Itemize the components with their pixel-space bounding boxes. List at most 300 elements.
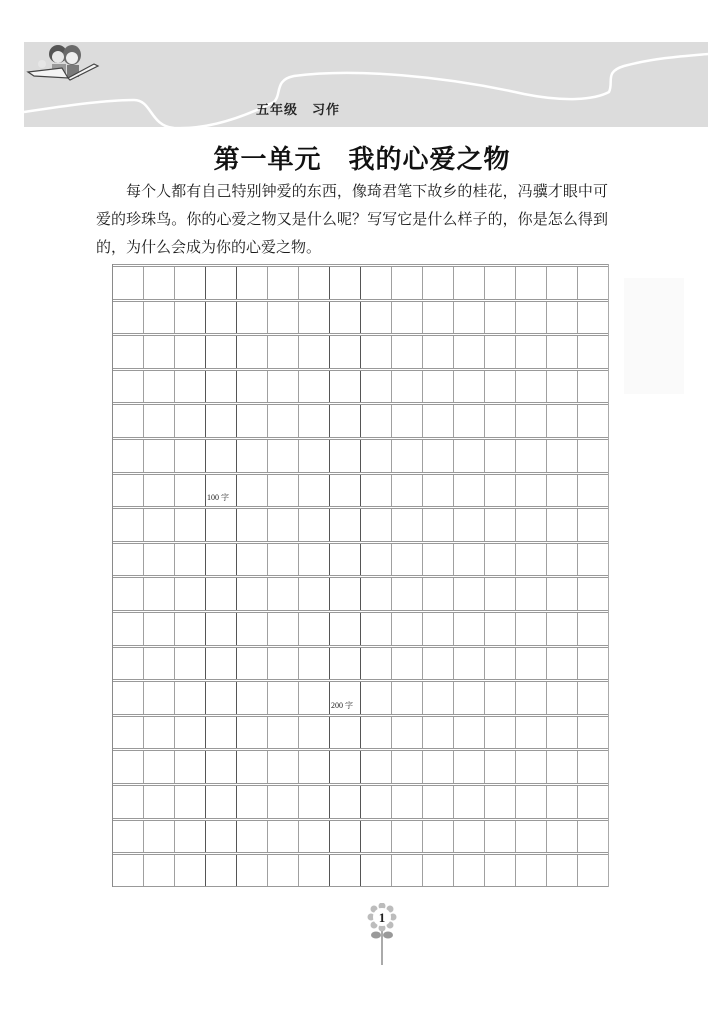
grid-cell[interactable]: [392, 786, 423, 818]
grid-cell[interactable]: [361, 371, 392, 403]
grid-cell[interactable]: [454, 821, 485, 853]
grid-cell[interactable]: [547, 475, 578, 507]
grid-cell[interactable]: [516, 786, 547, 818]
grid-cell[interactable]: [237, 613, 268, 645]
grid-cell[interactable]: [237, 336, 268, 368]
grid-cell[interactable]: [144, 717, 175, 749]
grid-cell[interactable]: [547, 405, 578, 437]
grid-cell[interactable]: [144, 613, 175, 645]
grid-cell[interactable]: [361, 509, 392, 541]
grid-cell[interactable]: [454, 475, 485, 507]
grid-cell[interactable]: [237, 267, 268, 299]
grid-cell[interactable]: [485, 371, 516, 403]
grid-cell[interactable]: [547, 855, 578, 886]
grid-cell[interactable]: [454, 648, 485, 680]
grid-cell[interactable]: [144, 405, 175, 437]
grid-cell[interactable]: [206, 302, 237, 334]
grid-cell[interactable]: [206, 717, 237, 749]
grid-cell[interactable]: [516, 717, 547, 749]
grid-cell[interactable]: [423, 371, 454, 403]
grid-cell[interactable]: [299, 267, 330, 299]
grid-cell[interactable]: [237, 821, 268, 853]
grid-cell[interactable]: [361, 544, 392, 576]
grid-cell[interactable]: [268, 578, 299, 610]
grid-cell[interactable]: [578, 751, 608, 783]
grid-cell[interactable]: [578, 717, 608, 749]
grid-cell[interactable]: [113, 717, 144, 749]
grid-cell[interactable]: [485, 475, 516, 507]
grid-cell[interactable]: [578, 267, 608, 299]
grid-cell[interactable]: [485, 405, 516, 437]
grid-cell[interactable]: [175, 613, 206, 645]
grid-cell[interactable]: [361, 405, 392, 437]
grid-cell[interactable]: [578, 336, 608, 368]
grid-cell[interactable]: [113, 613, 144, 645]
grid-cell[interactable]: [144, 855, 175, 886]
grid-cell[interactable]: [330, 302, 361, 334]
grid-cell[interactable]: [299, 475, 330, 507]
grid-cell[interactable]: [578, 648, 608, 680]
grid-cell[interactable]: [423, 717, 454, 749]
grid-cell[interactable]: [206, 371, 237, 403]
grid-cell[interactable]: [175, 682, 206, 714]
grid-cell[interactable]: [547, 267, 578, 299]
grid-cell[interactable]: [361, 717, 392, 749]
grid-row: [113, 541, 608, 576]
grid-cell[interactable]: [268, 786, 299, 818]
grid-cell[interactable]: [485, 855, 516, 886]
grid-cell[interactable]: [299, 648, 330, 680]
grid-cell[interactable]: [330, 405, 361, 437]
grid-cell[interactable]: [454, 509, 485, 541]
grid-cell[interactable]: [392, 544, 423, 576]
grid-row: [113, 472, 608, 507]
grid-cell[interactable]: [144, 751, 175, 783]
grid-cell[interactable]: [516, 475, 547, 507]
grid-cell[interactable]: [361, 821, 392, 853]
grid-cell[interactable]: [392, 855, 423, 886]
grid-cell[interactable]: [175, 405, 206, 437]
grid-cell[interactable]: [361, 302, 392, 334]
grid-cell[interactable]: [330, 648, 361, 680]
grid-cell[interactable]: [299, 405, 330, 437]
grid-cell[interactable]: [113, 405, 144, 437]
grid-cell[interactable]: [423, 786, 454, 818]
grid-cell[interactable]: [485, 821, 516, 853]
grid-cell[interactable]: [361, 578, 392, 610]
grid-cell[interactable]: [113, 786, 144, 818]
grid-cell[interactable]: [361, 682, 392, 714]
grid-cell[interactable]: [423, 509, 454, 541]
grid-cell[interactable]: [485, 578, 516, 610]
grid-cell[interactable]: [516, 336, 547, 368]
grid-cell[interactable]: [547, 717, 578, 749]
grid-cell[interactable]: [454, 786, 485, 818]
grid-cell[interactable]: [485, 682, 516, 714]
grid-cell[interactable]: [454, 717, 485, 749]
grid-cell[interactable]: [454, 371, 485, 403]
grid-cell[interactable]: [144, 475, 175, 507]
grid-cell[interactable]: [175, 648, 206, 680]
grid-cell[interactable]: [423, 855, 454, 886]
grid-cell[interactable]: [485, 440, 516, 472]
grid-cell[interactable]: [330, 613, 361, 645]
grid-row: [113, 818, 608, 853]
grid-cell[interactable]: [392, 578, 423, 610]
grid-cell[interactable]: [237, 371, 268, 403]
grid-cell[interactable]: [175, 336, 206, 368]
grid-cell[interactable]: [578, 475, 608, 507]
grid-cell[interactable]: [113, 855, 144, 886]
grid-cell[interactable]: [268, 717, 299, 749]
grid-cell[interactable]: [113, 267, 144, 299]
grid-cell[interactable]: [330, 821, 361, 853]
grid-cell[interactable]: [113, 751, 144, 783]
grid-cell[interactable]: [175, 302, 206, 334]
grid-cell[interactable]: [454, 302, 485, 334]
grid-cell[interactable]: [144, 786, 175, 818]
grid-cell[interactable]: [423, 475, 454, 507]
grid-cell[interactable]: [392, 509, 423, 541]
grid-cell[interactable]: [237, 648, 268, 680]
grid-cell[interactable]: [547, 336, 578, 368]
grid-cell[interactable]: [392, 821, 423, 853]
grid-cell[interactable]: [578, 821, 608, 853]
grid-cell[interactable]: [516, 371, 547, 403]
grid-cell[interactable]: [206, 267, 237, 299]
writing-prompt: [96, 177, 608, 261]
grid-cell[interactable]: [113, 544, 144, 576]
grid-cell[interactable]: [547, 302, 578, 334]
grid-cell[interactable]: [175, 786, 206, 818]
grid-cell[interactable]: [206, 855, 237, 886]
grid-cell[interactable]: [516, 578, 547, 610]
grid-cell[interactable]: [361, 751, 392, 783]
grid-cell[interactable]: [237, 682, 268, 714]
grid-cell[interactable]: [361, 786, 392, 818]
grid-cell[interactable]: [392, 717, 423, 749]
grid-cell[interactable]: [547, 786, 578, 818]
grid-cell[interactable]: [454, 682, 485, 714]
grid-cell[interactable]: [578, 786, 608, 818]
grid-cell[interactable]: [392, 371, 423, 403]
grid-cell[interactable]: [299, 544, 330, 576]
grid-cell[interactable]: [237, 717, 268, 749]
grid-cell[interactable]: [237, 751, 268, 783]
grid-cell[interactable]: [516, 855, 547, 886]
grid-cell[interactable]: [330, 440, 361, 472]
grid-cell[interactable]: [485, 786, 516, 818]
grid-cell[interactable]: [361, 267, 392, 299]
grid-cell[interactable]: [206, 544, 237, 576]
grid-cell[interactable]: [330, 371, 361, 403]
grid-cell[interactable]: [578, 544, 608, 576]
grid-cell[interactable]: [206, 786, 237, 818]
grid-cell[interactable]: [144, 821, 175, 853]
grid-cell[interactable]: [516, 544, 547, 576]
grid-cell[interactable]: [144, 267, 175, 299]
grid-cell[interactable]: [547, 578, 578, 610]
grid-cell[interactable]: [392, 682, 423, 714]
grid-cell[interactable]: [113, 371, 144, 403]
grid-row: [113, 299, 608, 334]
grid-cell[interactable]: [206, 578, 237, 610]
grid-cell[interactable]: [113, 336, 144, 368]
grid-cell[interactable]: [175, 475, 206, 507]
grid-cell[interactable]: [578, 682, 608, 714]
grid-cell[interactable]: [237, 855, 268, 886]
grid-cell[interactable]: [423, 267, 454, 299]
grid-cell[interactable]: [454, 405, 485, 437]
grid-cell[interactable]: [299, 302, 330, 334]
grid-cell[interactable]: [454, 267, 485, 299]
grid-cell[interactable]: [485, 613, 516, 645]
grid-cell[interactable]: [299, 821, 330, 853]
grid-cell[interactable]: [206, 509, 237, 541]
grid-cell[interactable]: [330, 578, 361, 610]
grid-cell[interactable]: [268, 267, 299, 299]
grid-cell[interactable]: [268, 371, 299, 403]
grid-cell[interactable]: [392, 613, 423, 645]
grid-cell[interactable]: [113, 821, 144, 853]
grid-cell[interactable]: [330, 475, 361, 507]
grid-cell[interactable]: [268, 440, 299, 472]
grid-cell[interactable]: [361, 648, 392, 680]
grid-cell[interactable]: [578, 613, 608, 645]
grid-cell[interactable]: [268, 682, 299, 714]
grid-cell[interactable]: [175, 267, 206, 299]
grid-cell[interactable]: [454, 751, 485, 783]
grid-cell[interactable]: [578, 440, 608, 472]
grid-cell[interactable]: [113, 475, 144, 507]
grid-cell[interactable]: [578, 302, 608, 334]
grid-cell[interactable]: [330, 544, 361, 576]
grid-cell[interactable]: [547, 613, 578, 645]
grid-cell[interactable]: [144, 509, 175, 541]
grid-cell[interactable]: [206, 336, 237, 368]
grid-cell[interactable]: [299, 682, 330, 714]
grid-cell[interactable]: [392, 751, 423, 783]
grid-cell[interactable]: [299, 336, 330, 368]
grid-cell[interactable]: [423, 648, 454, 680]
grid-cell[interactable]: [392, 405, 423, 437]
grid-cell[interactable]: [299, 717, 330, 749]
grid-cell[interactable]: [175, 440, 206, 472]
grid-cell[interactable]: [485, 648, 516, 680]
grid-row: [113, 437, 608, 472]
grid-cell[interactable]: [175, 821, 206, 853]
grid-cell[interactable]: [299, 613, 330, 645]
grid-cell[interactable]: [206, 440, 237, 472]
grid-cell[interactable]: [175, 578, 206, 610]
grid-cell[interactable]: [144, 544, 175, 576]
grid-cell[interactable]: [299, 855, 330, 886]
grid-cell[interactable]: [330, 509, 361, 541]
grid-row: [113, 506, 608, 541]
grid-cell[interactable]: [423, 302, 454, 334]
grid-cell[interactable]: [144, 578, 175, 610]
grid-cell[interactable]: [547, 751, 578, 783]
grid-cell[interactable]: [299, 440, 330, 472]
grid-cell[interactable]: [547, 544, 578, 576]
grid-cell[interactable]: [175, 855, 206, 886]
grid-cell[interactable]: [175, 751, 206, 783]
grid-cell[interactable]: [516, 821, 547, 853]
grid-cell[interactable]: [423, 544, 454, 576]
grid-cell[interactable]: [113, 578, 144, 610]
grid-cell[interactable]: [330, 855, 361, 886]
grid-cell[interactable]: [113, 302, 144, 334]
grid-cell[interactable]: [144, 371, 175, 403]
grid-cell[interactable]: [516, 682, 547, 714]
grid-cell[interactable]: [578, 371, 608, 403]
grid-cell[interactable]: [206, 613, 237, 645]
grid-cell[interactable]: [547, 648, 578, 680]
grid-cell[interactable]: [516, 440, 547, 472]
grid-cell[interactable]: [175, 544, 206, 576]
grid-cell[interactable]: [330, 682, 361, 714]
grid-cell[interactable]: [516, 405, 547, 437]
grid-cell[interactable]: [547, 440, 578, 472]
grid-cell[interactable]: [578, 405, 608, 437]
grid-cell[interactable]: [144, 302, 175, 334]
grid-cell[interactable]: [206, 405, 237, 437]
grid-cell[interactable]: [485, 267, 516, 299]
grid-cell[interactable]: [547, 821, 578, 853]
grid-cell[interactable]: [299, 578, 330, 610]
grid-cell[interactable]: [113, 440, 144, 472]
grid-cell[interactable]: [578, 855, 608, 886]
grid-cell[interactable]: [299, 509, 330, 541]
grid-cell[interactable]: [454, 336, 485, 368]
grid-cell[interactable]: [268, 475, 299, 507]
grid-cell[interactable]: [423, 405, 454, 437]
grid-cell[interactable]: [423, 440, 454, 472]
grid-cell[interactable]: [485, 509, 516, 541]
grid-cell[interactable]: [206, 682, 237, 714]
grid-cell[interactable]: [485, 302, 516, 334]
grid-cell[interactable]: [423, 821, 454, 853]
grid-cell[interactable]: [299, 751, 330, 783]
grid-cell[interactable]: [516, 648, 547, 680]
grid-cell[interactable]: [454, 613, 485, 645]
grid-cell[interactable]: [547, 509, 578, 541]
grid-cell[interactable]: [578, 509, 608, 541]
grid-cell[interactable]: [485, 336, 516, 368]
grid-cell[interactable]: [237, 544, 268, 576]
header-banner: [24, 42, 708, 127]
grid-cell[interactable]: [237, 440, 268, 472]
grid-cell[interactable]: [206, 821, 237, 853]
grid-cell[interactable]: [206, 648, 237, 680]
grid-cell[interactable]: [547, 682, 578, 714]
grid-cell[interactable]: [578, 578, 608, 610]
grid-cell[interactable]: [423, 751, 454, 783]
grid-cell[interactable]: [268, 751, 299, 783]
grid-cell[interactable]: [392, 475, 423, 507]
grid-cell[interactable]: [361, 855, 392, 886]
grid-cell[interactable]: [175, 509, 206, 541]
grid-cell[interactable]: [206, 751, 237, 783]
grid-cell[interactable]: [144, 682, 175, 714]
grid-cell[interactable]: [392, 302, 423, 334]
grid-cell[interactable]: [268, 544, 299, 576]
grid-row: [113, 368, 608, 403]
grid-cell[interactable]: [268, 613, 299, 645]
grid-cell[interactable]: [516, 302, 547, 334]
grid-cell[interactable]: [516, 751, 547, 783]
grid-cell[interactable]: [237, 405, 268, 437]
grid-cell[interactable]: [206, 475, 237, 507]
grid-cell[interactable]: [144, 440, 175, 472]
grid-cell[interactable]: [330, 751, 361, 783]
grid-cell[interactable]: [237, 578, 268, 610]
grid-cell[interactable]: [392, 440, 423, 472]
grid-cell[interactable]: [268, 821, 299, 853]
grid-cell[interactable]: [516, 267, 547, 299]
grid-cell[interactable]: [268, 855, 299, 886]
grid-cell[interactable]: [361, 613, 392, 645]
grid-cell[interactable]: [423, 682, 454, 714]
grid-cell[interactable]: [392, 648, 423, 680]
grid-cell[interactable]: [423, 613, 454, 645]
grid-row: [113, 575, 608, 610]
grid-cell[interactable]: [392, 336, 423, 368]
grid-cell[interactable]: [175, 371, 206, 403]
grid-cell[interactable]: [454, 440, 485, 472]
grid-cell[interactable]: [516, 509, 547, 541]
grid-cell[interactable]: [547, 371, 578, 403]
grid-cell[interactable]: [268, 648, 299, 680]
grid-cell[interactable]: [454, 544, 485, 576]
grid-cell[interactable]: [330, 786, 361, 818]
writing-grid: [112, 264, 609, 887]
grid-cell[interactable]: [485, 717, 516, 749]
grid-cell[interactable]: [113, 509, 144, 541]
grid-cell[interactable]: [330, 267, 361, 299]
grid-cell[interactable]: [516, 613, 547, 645]
grid-cell[interactable]: [268, 509, 299, 541]
grid-cell[interactable]: [268, 302, 299, 334]
grid-cell[interactable]: [361, 336, 392, 368]
grid-cell[interactable]: [175, 717, 206, 749]
grid-cell[interactable]: [268, 336, 299, 368]
grid-cell[interactable]: [237, 475, 268, 507]
grid-row: [113, 264, 608, 299]
grid-cell[interactable]: [144, 648, 175, 680]
grid-cell[interactable]: [113, 648, 144, 680]
grid-cell[interactable]: [361, 440, 392, 472]
grid-cell[interactable]: [237, 302, 268, 334]
grid-cell[interactable]: [423, 578, 454, 610]
grid-cell[interactable]: [361, 475, 392, 507]
grid-cell[interactable]: [299, 786, 330, 818]
grid-cell[interactable]: [392, 267, 423, 299]
grid-cell[interactable]: [330, 336, 361, 368]
grid-cell[interactable]: [485, 544, 516, 576]
grid-cell[interactable]: [237, 786, 268, 818]
grid-cell[interactable]: [299, 371, 330, 403]
grid-cell[interactable]: [144, 336, 175, 368]
grid-cell[interactable]: [268, 405, 299, 437]
grid-cell[interactable]: [454, 855, 485, 886]
grid-cell[interactable]: [113, 682, 144, 714]
grid-cell[interactable]: [423, 336, 454, 368]
grid-cell[interactable]: [330, 717, 361, 749]
grid-cell[interactable]: [485, 751, 516, 783]
grid-cell[interactable]: [454, 578, 485, 610]
grid-cell[interactable]: [237, 509, 268, 541]
